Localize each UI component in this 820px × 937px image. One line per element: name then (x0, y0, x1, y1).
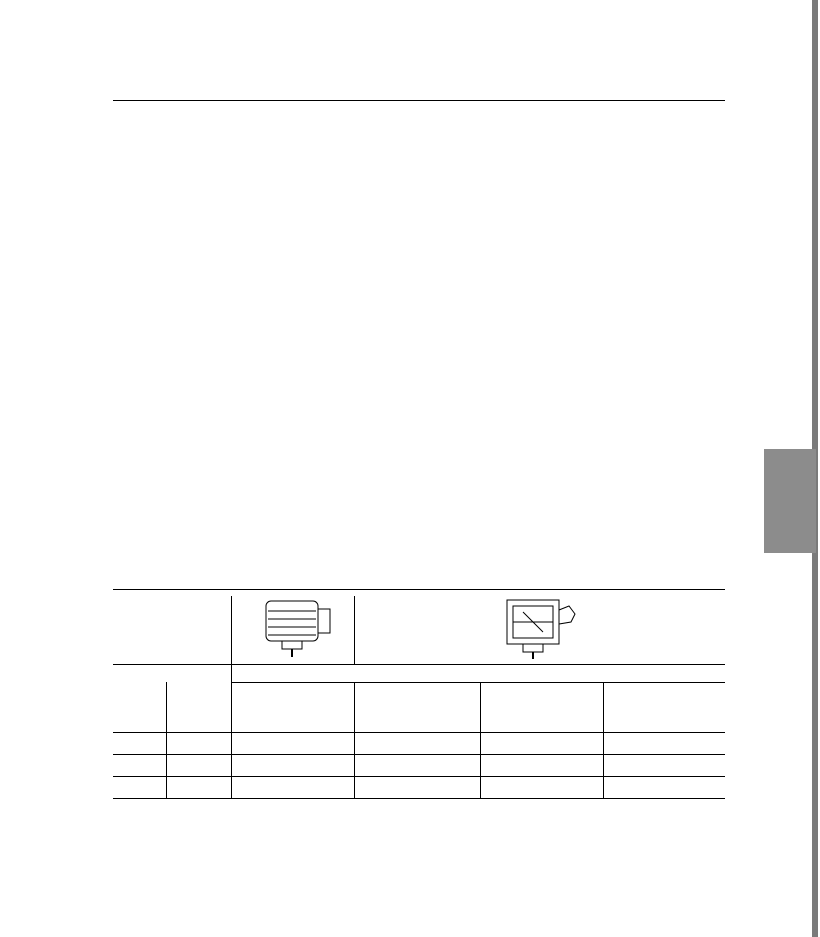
rectifier-cell (481, 732, 603, 754)
table-row (113, 732, 725, 754)
color-header (167, 682, 232, 732)
table-row (113, 776, 725, 798)
zdiode-header (603, 682, 725, 732)
order-table (113, 596, 725, 799)
no-wiring-cell (232, 754, 355, 776)
order-code-header (232, 664, 725, 682)
table-row (113, 754, 725, 776)
connector-wired-image (485, 596, 595, 660)
indicator-cell (355, 754, 481, 776)
footnote (548, 145, 563, 175)
valve-side-header (113, 682, 167, 732)
rectifier-cell (481, 776, 603, 798)
order-rule (113, 589, 725, 590)
zdiode-cell (603, 754, 725, 776)
connector-wired-image-cell (355, 596, 725, 664)
indicator-header (355, 682, 481, 732)
blank-cell (113, 664, 232, 682)
indicator-cell (355, 776, 481, 798)
color-cell (167, 732, 232, 754)
color-cell (167, 776, 232, 798)
valve-side-cell (113, 776, 167, 798)
other-connectors-cell (113, 596, 232, 664)
connector-plain-image (248, 597, 338, 659)
rectifier-header (481, 682, 603, 732)
connector-plain-image-cell (232, 596, 355, 664)
indicator-cell (355, 732, 481, 754)
no-wiring-header (232, 682, 355, 732)
valve-side-cell (113, 754, 167, 776)
rectifier-cell (481, 754, 603, 776)
color-cell (167, 754, 232, 776)
zdiode-cell (603, 732, 725, 754)
zdiode-cell (603, 776, 725, 798)
no-wiring-cell (232, 776, 355, 798)
no-wiring-cell (232, 732, 355, 754)
valve-side-cell (113, 732, 167, 754)
